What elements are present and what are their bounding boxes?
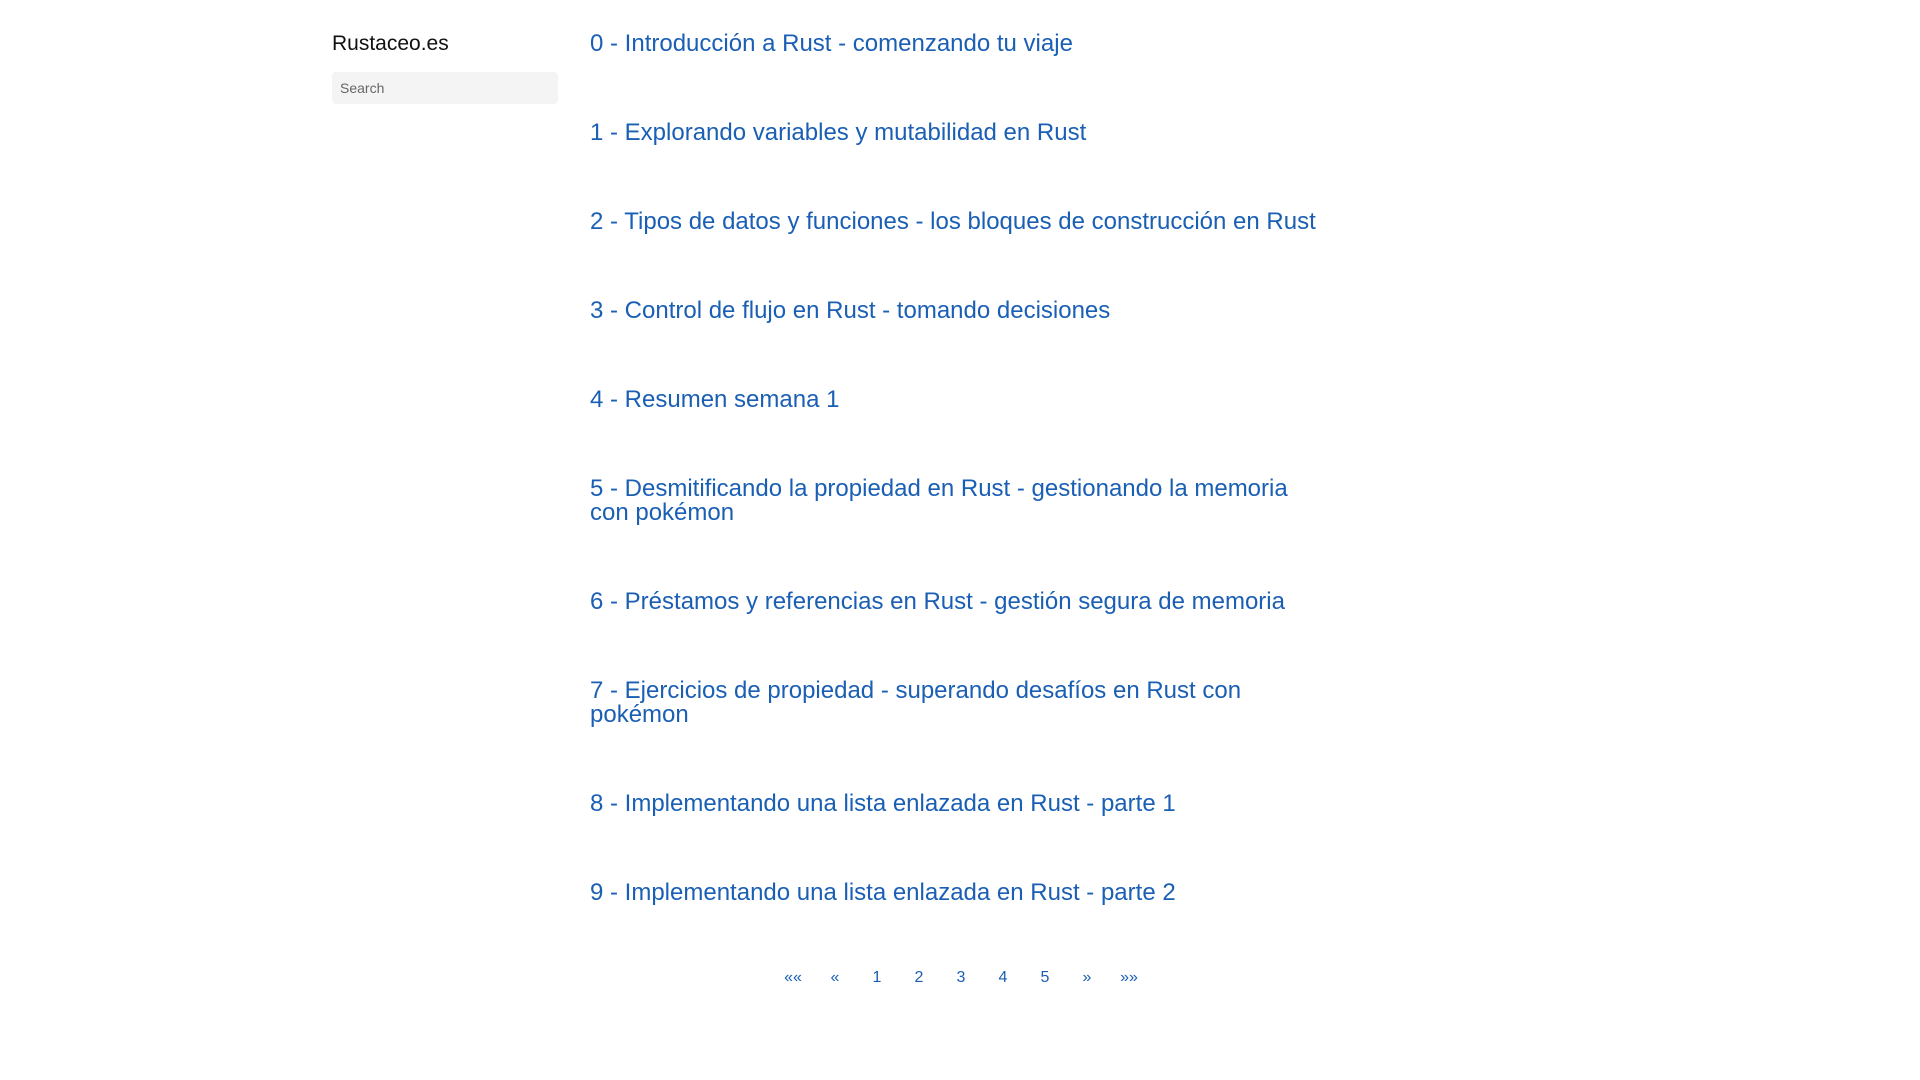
post-list — [590, 28, 1330, 966]
list-item — [590, 384, 1330, 473]
list-item — [590, 877, 1330, 966]
pagination-page-3[interactable]: 3 — [956, 969, 966, 986]
post-link-2[interactable]: 2 - Tipos de datos y funciones - los bloques de construcción en Rust — [590, 208, 1316, 235]
pagination-first[interactable]: «« — [784, 969, 802, 986]
list-item — [590, 206, 1330, 295]
post-link-4[interactable]: 4 - Resumen semana 1 — [590, 386, 840, 413]
post-link-7[interactable]: 7 - Ejercicios de propiedad - superando desafíos en Rust con pokémon — [590, 677, 1242, 728]
list-item — [590, 295, 1330, 384]
pagination-last[interactable]: »» — [1120, 969, 1138, 986]
pagination-page-1[interactable]: 1 — [872, 969, 882, 986]
list-item — [590, 473, 1330, 586]
list-item — [590, 788, 1330, 877]
post-link-1[interactable]: 1 - Explorando variables y mutabilidad en Rust — [590, 119, 1087, 146]
pagination-page-2[interactable]: 2 — [914, 969, 924, 986]
post-list-container — [590, 28, 1330, 966]
list-item — [590, 586, 1330, 675]
site-title-link[interactable]: Rustaceo.es — [332, 32, 449, 55]
list-item — [590, 675, 1330, 788]
pagination — [0, 966, 1920, 990]
post-link-9[interactable]: 9 - Implementando una lista enlazada en Rust - parte 2 — [590, 879, 1176, 906]
search-input[interactable] — [332, 72, 558, 104]
post-link-5[interactable]: 5 - Desmitificando la propiedad en Rust - gestionando la memoria con pokémon — [590, 475, 1288, 526]
list-item — [590, 28, 1330, 117]
pagination-next[interactable]: » — [1082, 969, 1092, 986]
pagination-page-5[interactable]: 5 — [1040, 969, 1050, 986]
post-link-6[interactable]: 6 - Préstamos y referencias en Rust - gestión segura de memoria — [590, 588, 1285, 615]
post-link-0[interactable]: 0 - Introducción a Rust - comenzando tu viaje — [590, 30, 1073, 57]
pagination-prev[interactable]: « — [830, 969, 840, 986]
sidebar — [332, 30, 558, 104]
post-link-8[interactable]: 8 - Implementando una lista enlazada en Rust - parte 1 — [590, 790, 1176, 817]
post-link-3[interactable]: 3 - Control de flujo en Rust - tomando decisiones — [590, 297, 1111, 324]
list-item — [590, 117, 1330, 206]
pagination-page-4[interactable]: 4 — [998, 969, 1008, 986]
